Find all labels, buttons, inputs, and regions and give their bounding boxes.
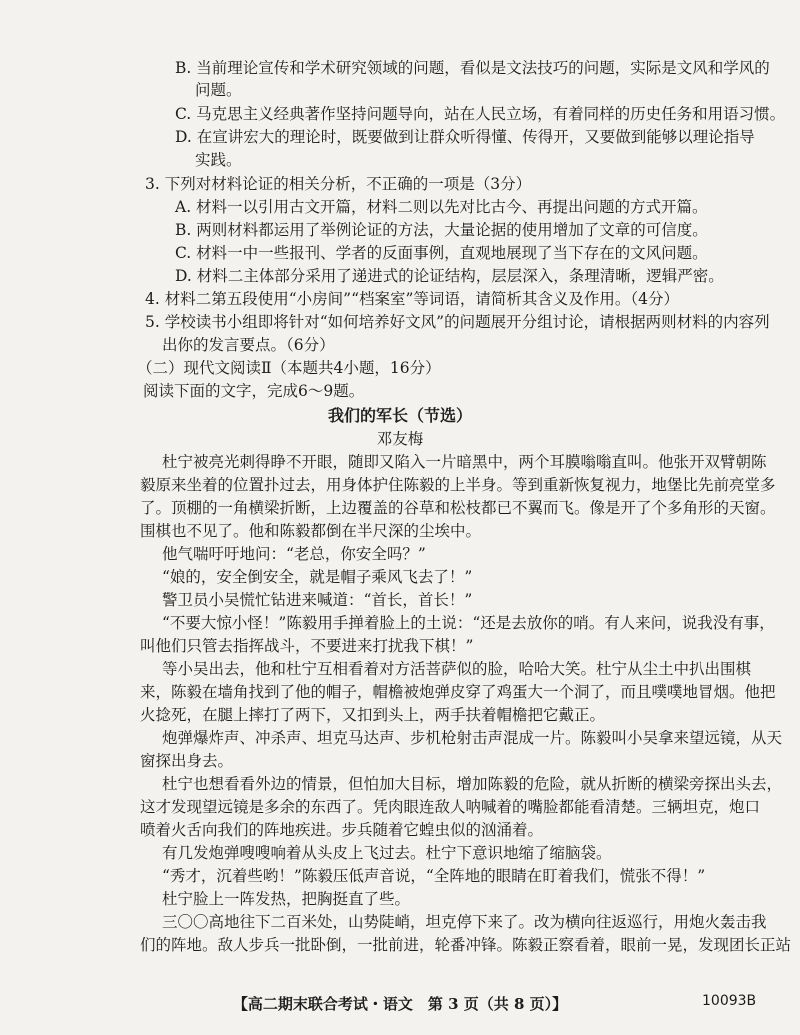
section-heading: （二）现代文阅读Ⅱ（本题共4小题，16分）: [137, 359, 441, 377]
paper-code: 10093B: [702, 993, 757, 1009]
paragraph-line: 杜宁脸上一阵发热，把胸挺直了些。: [162, 890, 411, 908]
question-4: 4. 材料二第五段使用“小房间”“档案室”等词语，请简析其含义及作用。（4分）: [145, 290, 680, 308]
paragraph-line: 窗探出身去。: [140, 752, 234, 770]
paragraph-line: 这才发现望远镜是多余的东西了。凭肉眼连敌人呐喊着的嘴脸都能看清楚。三辆坦克，炮口: [140, 798, 761, 816]
question-5-continuation: 出你的发言要点。（6分）: [162, 336, 335, 354]
passage-author: 邓友梅: [376, 430, 424, 448]
paragraph-line: 火捻死，在腿上摔打了两下，又扣到头上，两手扶着帽檐把它戴正。: [140, 706, 606, 724]
footer-text: 【高二期末联合考试・语文 第 3 页（共 8 页）】: [232, 995, 568, 1013]
paragraph-line: 杜宁也想看看外边的情景，但怕加大目标，增加陈毅的危险，就从折断的横梁旁探出头去，: [162, 775, 783, 793]
passage-title: 我们的军长（节选）: [327, 406, 472, 425]
question-5: 5. 学校读书小组即将针对“如何培养好文风”的问题展开分组讨论，请根据两则材料的内容列: [145, 313, 770, 331]
q3-option-d: D. 材料二主体部分采用了递进式的论证结构，层层深入，条理清晰，逻辑严密。: [175, 267, 724, 285]
paragraph-line: “娘的，安全倒安全，就是帽子乘风飞去了！”: [162, 568, 473, 586]
option-b-line: B. 当前理论宣传和学术研究领域的问题，看似是文法技巧的问题，实际是文风和学风的: [175, 59, 770, 77]
paragraph-line: 了。顶棚的一角横梁折断，上边覆盖的谷草和松枝都已不翼而飞。像是开了个多角形的天窗。: [140, 499, 776, 517]
paragraph-line: 炮弹爆炸声、冲杀声、坦克马达声、步机枪射击声混成一片。陈毅叫小吴拿来望远镜，从天: [162, 729, 783, 747]
paragraph-line: 们的阵地。敌人步兵一批卧倒，一批前进，轮番冲锋。陈毅正察看着，眼前一晃，发现团长正站: [140, 936, 792, 954]
q3-option-a: A. 材料一以引用古文开篇，材料二则以先对比古今、再提出问题的方式开篇。: [175, 198, 708, 216]
reading-instruction: 阅读下面的文字，完成6～9题。: [143, 382, 365, 400]
option-d-continuation: 实践。: [195, 151, 242, 169]
option-d-line: D. 在宣讲宏大的理论时，既要做到让群众听得懂、传得开，又要做到能够以理论指导: [175, 128, 755, 146]
paragraph-line: 警卫员小吴慌忙钻进来喊道：“首长，首长！”: [162, 591, 473, 609]
paragraph-line: 叫他们只管去指挥战斗，不要进来打扰我下棋！”: [140, 637, 474, 655]
paragraph-line: 他气喘吁吁地问：“老总，你安全吗？”: [162, 545, 426, 563]
paragraph-line: 杜宁被亮光刺得睁不开眼，随即又陷入一片暗黑中，两个耳膜嗡嗡直叫。他张开双臂朝陈: [162, 453, 767, 471]
paragraph-line: 有几发炮弹嗖嗖响着从头皮上飞过去。杜宁下意识地缩了缩脑袋。: [162, 844, 612, 862]
paragraph-line: 毅原来坐着的位置扑过去，用身体护住陈毅的上半身。等到重新恢复视力，地堡比先前亮堂多: [140, 476, 776, 494]
paragraph-line: 等小吴出去，他和杜宁互相看着对方活菩萨似的脸，哈哈大笑。杜宁从尘土中扒出围棋: [162, 660, 752, 678]
paragraph-line: 来，陈毅在墙角找到了他的帽子，帽檐被炮弹皮穿了鸡蛋大一个洞了，而且噗噗地冒烟。他把: [140, 683, 776, 701]
paragraph-line: “秀才，沉着些哟！”陈毅压低声音说，“全阵地的眼睛在盯着我们，慌张不得！”: [162, 867, 706, 885]
option-c-line: C. 马克思主义经典著作坚持问题导向，站在人民立场，有着同样的历史任务和用语习惯。: [175, 105, 786, 123]
question-3: 3. 下列对材料论证的相关分析，不正确的一项是（3分）: [145, 175, 532, 193]
q3-option-c: C. 材料一中一些报刊、学者的反面事例，直观地展现了当下存在的文风问题。: [175, 244, 708, 262]
q3-option-b: B. 两则材料都运用了举例论证的方法，大量论据的使用增加了文章的可信度。: [175, 221, 708, 239]
paragraph-line: 围棋也不见了。他和陈毅都倒在半尺深的尘埃中。: [140, 522, 482, 540]
page-footer: [0, 993, 800, 1014]
paragraph-line: 三〇〇高地往下二百米处，山势陡峭，坦克停下来了。改为横向往返巡行，用炮火轰击我: [162, 913, 767, 931]
paragraph-line: 喷着火舌向我们的阵地疾进。步兵随着它蝗虫似的汹涌着。: [140, 821, 544, 839]
option-b-continuation: 问题。: [195, 81, 242, 99]
paragraph-line: “不要大惊小怪！”陈毅用手掸着脸上的土说：“还是去放你的哨。有人来问，说我没有事，: [162, 614, 775, 632]
